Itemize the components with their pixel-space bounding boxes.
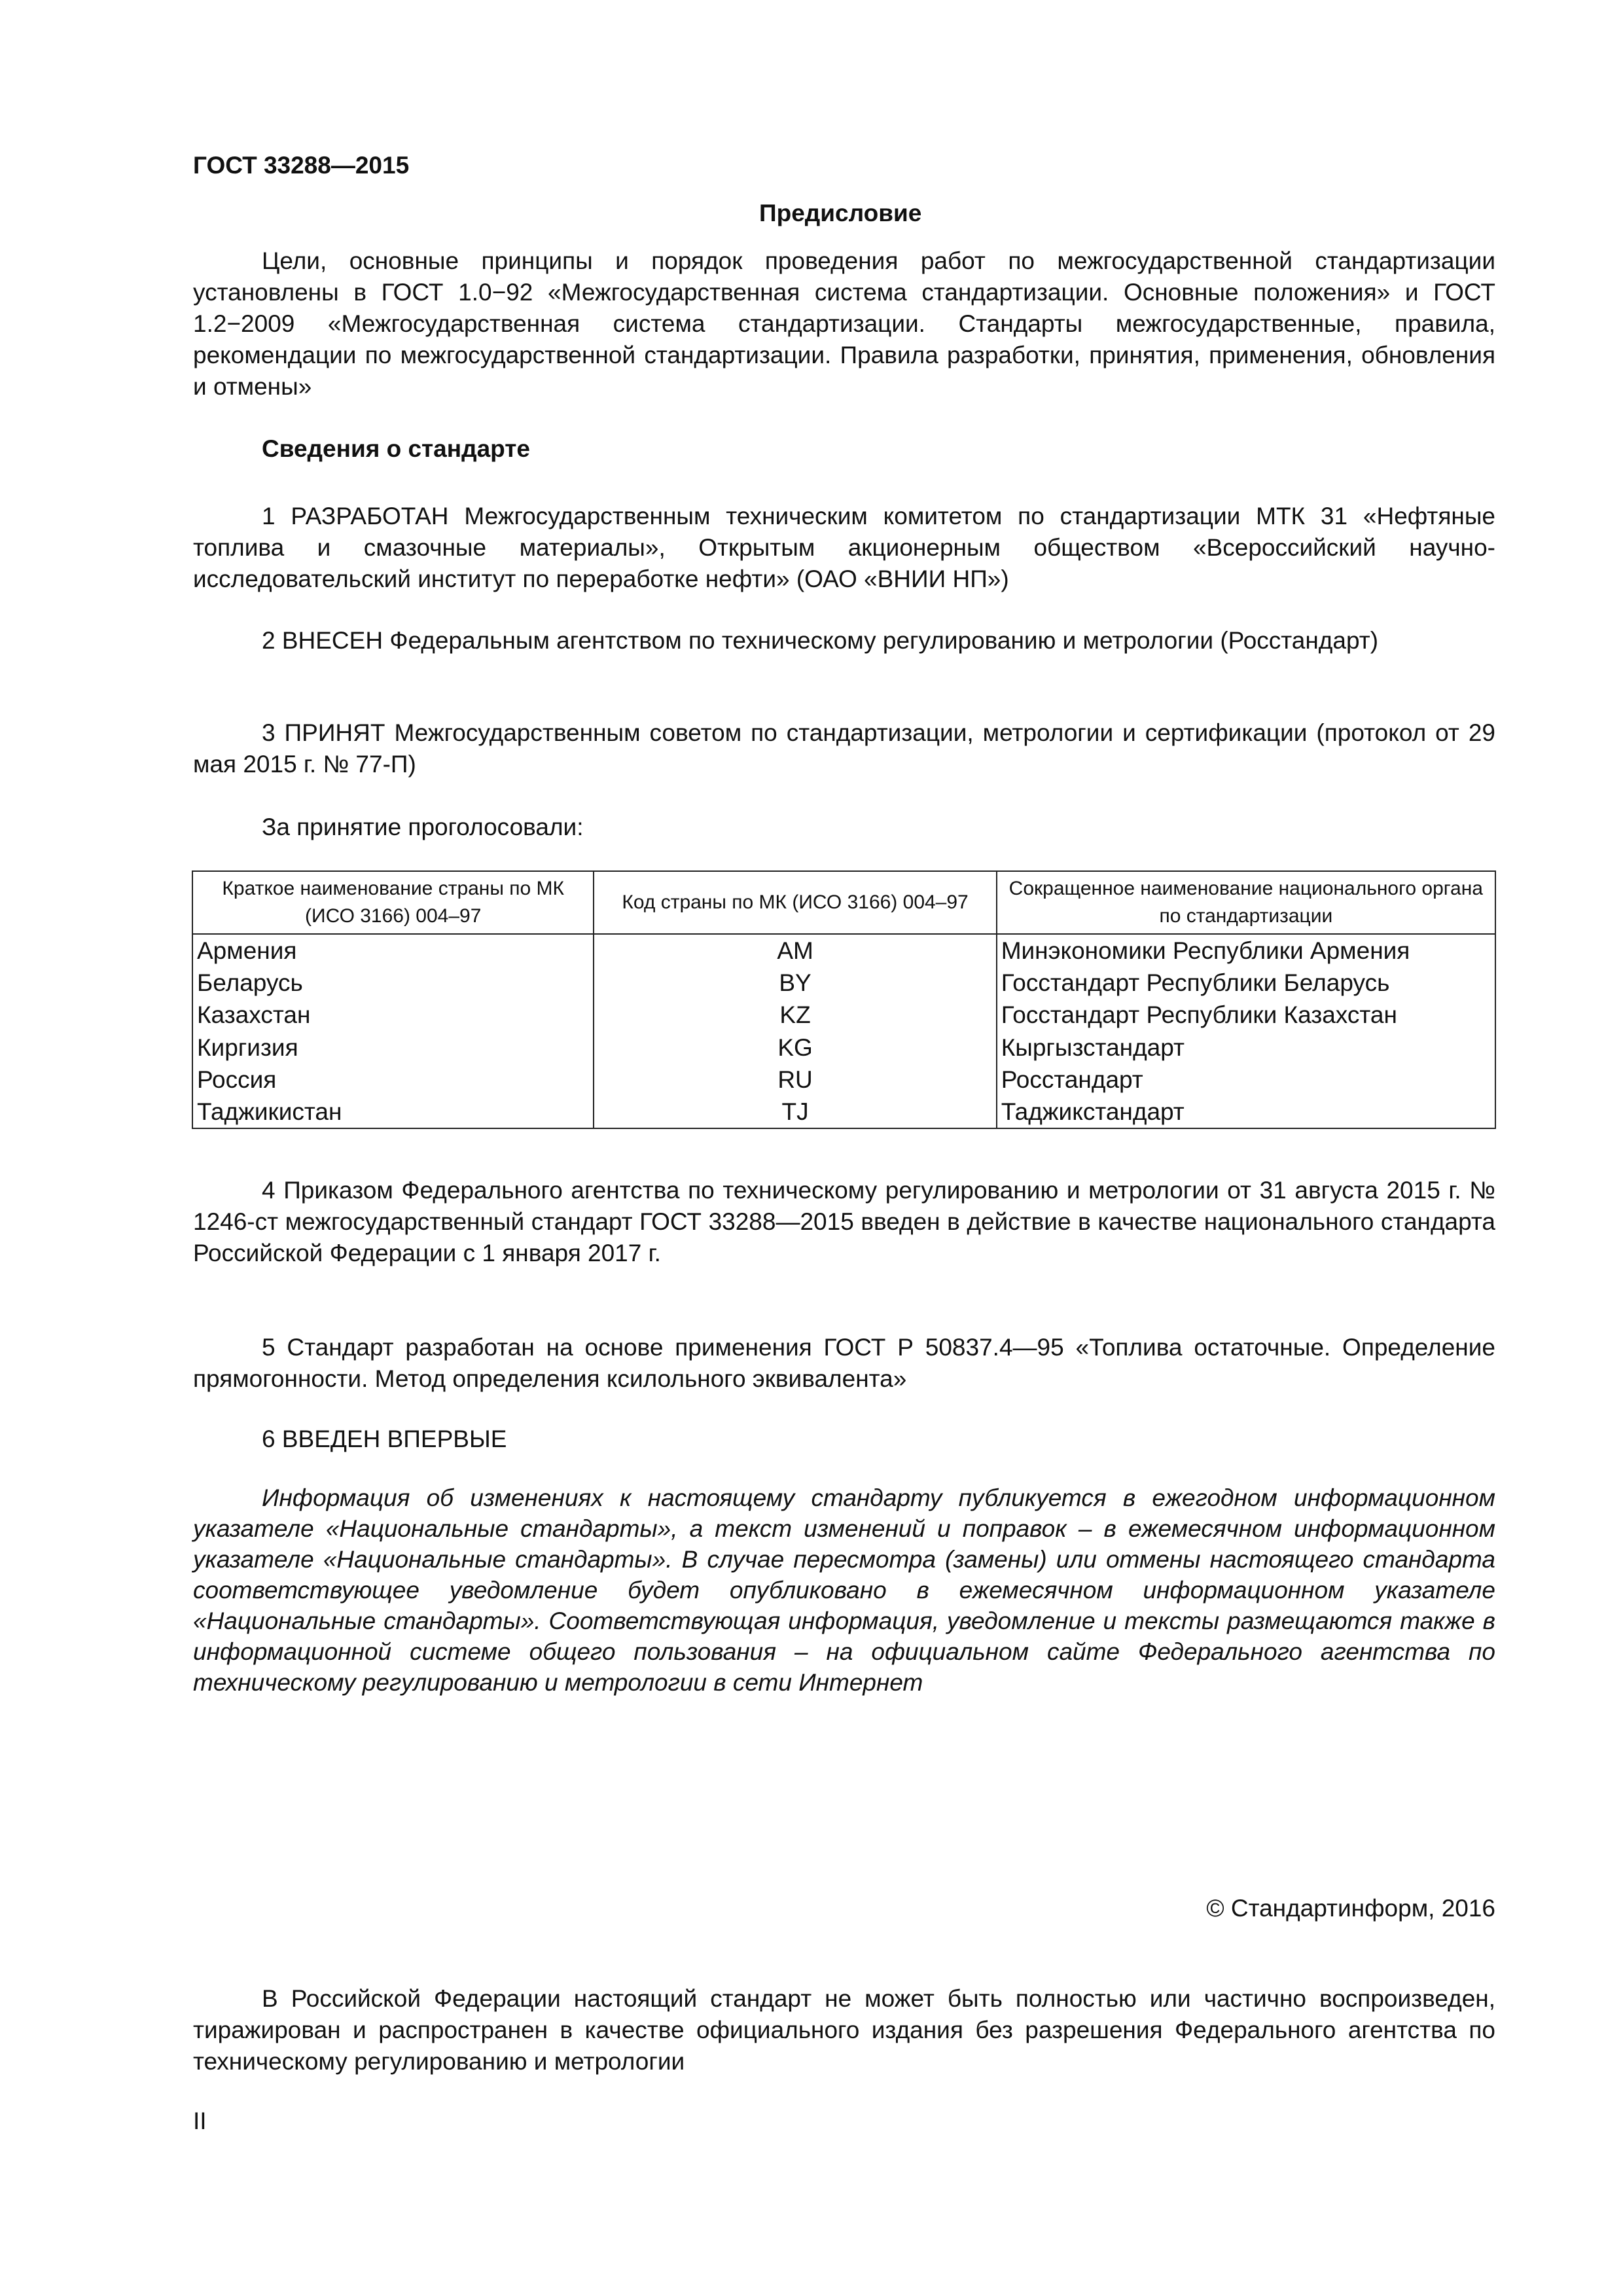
body-cell: Госстандарт Республики Беларусь bbox=[997, 967, 1495, 999]
country-cell: Беларусь bbox=[192, 967, 594, 999]
body-cell: Минэкономики Республики Армения bbox=[997, 934, 1495, 967]
code-cell: RU bbox=[594, 1064, 996, 1096]
country-cell: Казахстан bbox=[192, 999, 594, 1031]
header-code: Код страны по МК (ИСО 3166) 004–97 bbox=[594, 871, 996, 934]
body-cell: Таджикстандарт bbox=[997, 1096, 1495, 1128]
changes-info-note: Информация об изменениях к настоящему стандарту публикуется в ежегодном информационном указателе «Национальные стандарты», а текст изменений и поправок – в ежемесячном информационном указателе «Национальные стандарты». В случае пересмотра (замены) или отмены настоящего стандарта соответствующее уведомление будет опубликовано в ежемесячном информационном указателе «Национальные стандарты». Соответствующая информация, уведомление и тексты размещаются также в информационной системе общего пользования – на официальном сайте Федерального агентства по техническому регулированию и метрологии в сети Интернет bbox=[193, 1484, 1495, 1696]
reproduction-notice: В Российской Федерации настоящий стандарт не может быть полностью или частично воспроизведен, тиражирован и распространен в качестве официального издания без разрешения Федерального агентства по техническому регулированию и метрологии bbox=[193, 1985, 1495, 2075]
table-row bbox=[192, 1096, 1495, 1128]
copyright: © Стандартинформ, 2016 bbox=[1206, 1895, 1495, 1922]
item-2-submitted: 2 ВНЕСЕН Федеральным агентством по техническому регулированию и метрологии (Росстандарт) bbox=[262, 627, 1379, 654]
standard-code: ГОСТ 33288—2015 bbox=[193, 152, 410, 179]
item-4-order: 4 Приказом Федерального агентства по техническому регулированию и метрологии от 31 августа 2015 г. № 1246-ст межгосударственный стандарт ГОСТ 33288—2015 введен в действие в качестве национального стандарта Российской Федерации с 1 января 2017 г. bbox=[193, 1177, 1495, 1266]
body-cell: Росстандарт bbox=[997, 1064, 1495, 1096]
voting-table bbox=[192, 870, 1496, 1129]
table-header-row bbox=[192, 871, 1495, 934]
intro-paragraph: Цели, основные принципы и порядок проведения работ по межгосударственной стандартизации установлены в ГОСТ 1.0−92 «Межгосударственная система стандартизации. Основные положения» и ГОСТ 1.2−2009 «Межгосударственная система стандартизации. Стандарты межгосударственные, правила, рекомендации по межгосударственной стандартизации. Правила разработки, принятия, применения, обновления и отмены» bbox=[193, 247, 1495, 400]
table-row bbox=[192, 1064, 1495, 1096]
country-cell: Киргизия bbox=[192, 1031, 594, 1063]
info-heading: Сведения о стандарте bbox=[262, 435, 530, 462]
country-cell: Россия bbox=[192, 1064, 594, 1096]
item-6-introduced: 6 ВВЕДЕН ВПЕРВЫЕ bbox=[262, 1426, 507, 1452]
code-cell: KG bbox=[594, 1031, 996, 1063]
code-cell: AM bbox=[594, 934, 996, 967]
code-cell: KZ bbox=[594, 999, 996, 1031]
header-body: Сокращенное наименование национального органа по стандартизации bbox=[997, 871, 1495, 934]
item-3-adopted: 3 ПРИНЯТ Межгосударственным советом по стандартизации, метрологии и сертификации (протокол от 29 мая 2015 г. № 77-П) bbox=[193, 719, 1495, 778]
code-cell: BY bbox=[594, 967, 996, 999]
country-cell: Таджикистан bbox=[192, 1096, 594, 1128]
table-row bbox=[192, 1031, 1495, 1063]
item-5-basis: 5 Стандарт разработан на основе применения ГОСТ Р 50837.4—95 «Топлива остаточные. Определение прямогонности. Метод определения ксилольного эквивалента» bbox=[193, 1334, 1495, 1392]
item-1-developed: 1 РАЗРАБОТАН Межгосударственным техническим комитетом по стандартизации МТК 31 «Нефтяные топлива и смазочные материалы», Открытым акционерным обществом «Всероссийский научно-исследовательский институт по переработке нефти» (ОАО «ВНИИ НП») bbox=[193, 503, 1495, 592]
table-row bbox=[192, 967, 1495, 999]
page-title: Предисловие bbox=[759, 200, 922, 226]
body-cell: Кыргызстандарт bbox=[997, 1031, 1495, 1063]
page-number: II bbox=[193, 2108, 207, 2134]
table-row bbox=[192, 999, 1495, 1031]
header-country: Краткое наименование страны по МК (ИСО 3166) 004–97 bbox=[192, 871, 594, 934]
voted-label: За принятие проголосовали: bbox=[262, 814, 584, 840]
code-cell: TJ bbox=[594, 1096, 996, 1128]
body-cell: Госстандарт Республики Казахстан bbox=[997, 999, 1495, 1031]
table-row bbox=[192, 934, 1495, 967]
country-cell: Армения bbox=[192, 934, 594, 967]
